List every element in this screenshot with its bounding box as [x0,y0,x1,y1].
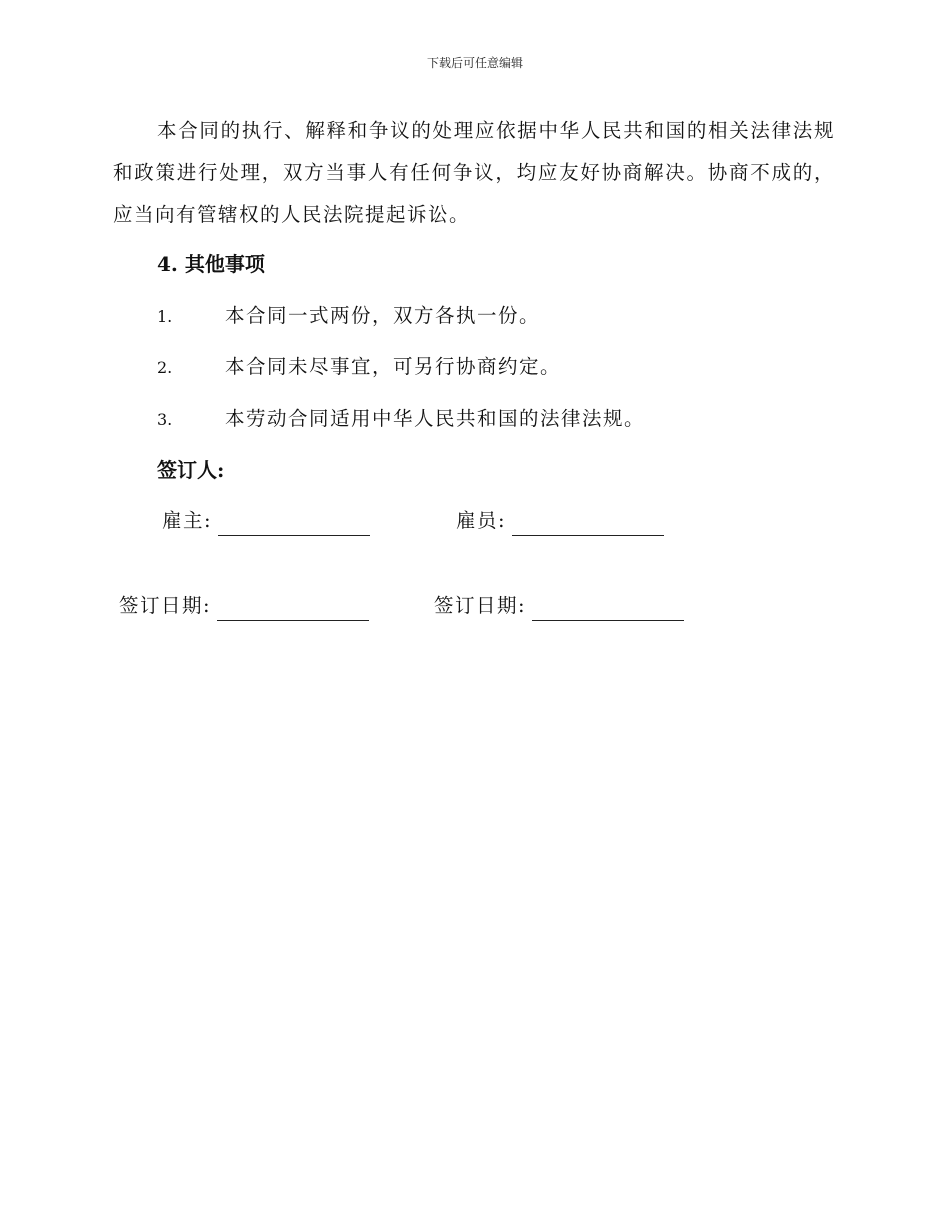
list-item-text: 本合同未尽事宜，可另行协商约定。 [225,355,562,378]
employer-signature [162,506,370,536]
employee-sign-date [434,591,684,621]
list-item-text: 本劳动合同适用中华人民共和国的法律法规。 [225,407,646,430]
list-item-number: 2. [157,358,173,377]
signers-title: 签订人: [157,458,225,482]
sign-date-line-right [532,598,684,621]
list-item [157,351,561,384]
list-item [157,300,540,333]
dispute-clause-paragraph: 本合同的执行、解释和争议的处理应依据中华人民共和国的相关法律法规和政策进行处理，双方当事人有任何争议，均应友好协商解决。协商不成的，应当向有管辖权的人民法院提起诉讼。 [113,119,835,226]
list-item-number: 1. [157,307,173,326]
page-header: 下载后可任意编辑 [426,56,523,70]
sign-date-label-left: 签订日期: [119,594,212,617]
sign-date-label-right: 签订日期: [434,594,527,617]
employer-label: 雇主: [162,509,213,532]
employee-signature [456,506,664,536]
sign-date-line-left [217,598,369,621]
list-item-text: 本合同一式两份，双方各执一份。 [225,304,541,327]
employee-signature-line [512,513,664,536]
section-title: 4. 其他事项 [157,252,265,276]
list-item-number: 3. [157,410,173,429]
employee-label: 雇员: [456,509,507,532]
employer-signature-line [218,513,370,536]
employer-sign-date [119,591,369,621]
list-item [157,403,645,436]
